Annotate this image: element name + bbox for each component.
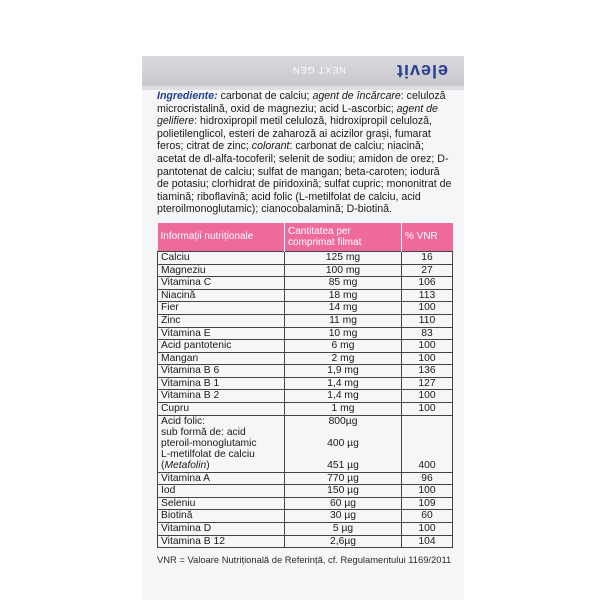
table-row (158, 365, 453, 378)
nutrient-vnr: 100 (402, 352, 453, 365)
folic-line: (Metafolin) (161, 460, 210, 472)
nutrient-amount: 18 mg (285, 289, 402, 302)
nutrient-name: Vitamina B 1 (158, 377, 285, 390)
nutrient-amount: 5 µg (285, 522, 402, 535)
nutrient-amount: 1 mg (285, 403, 402, 416)
package-top-flap (142, 56, 464, 86)
nutrient-name: Vitamina D (158, 522, 285, 535)
nutrient-vnr: 100 (402, 403, 453, 416)
nutrient-vnr: 104 (402, 535, 453, 548)
footnote: VNR = Valoare Nutrițională de Referință, cf. Regulamentului 1169/2011 (157, 554, 452, 566)
table-row (158, 535, 453, 548)
table-row (158, 302, 453, 315)
nutrient-vnr: 96 (402, 472, 453, 485)
header-nutrition: Informații nutriționale (158, 223, 285, 252)
table-row (158, 403, 453, 416)
nutrient-name: Acid pantotenic (158, 340, 285, 353)
table-row (158, 522, 453, 535)
nutrient-amount: 1,4 mg (285, 377, 402, 390)
nutrient-name (158, 415, 285, 472)
table-row (158, 340, 453, 353)
table-row (158, 352, 453, 365)
nutrient-name: Cupru (158, 403, 285, 416)
nutrient-vnr: 110 (402, 314, 453, 327)
nutrient-vnr: 136 (402, 365, 453, 378)
nutrient-name: Fier (158, 302, 285, 315)
table-header-row (158, 223, 453, 252)
metafolin-brand: Metafolin (164, 460, 207, 472)
table-row (158, 251, 453, 264)
ingredients-text (157, 90, 453, 216)
nutrient-amount: 770 µg (285, 472, 402, 485)
nutrient-vnr: 100 (402, 390, 453, 403)
nutrient-name: Magneziu (158, 264, 285, 277)
nutrient-vnr: 100 (402, 485, 453, 498)
ingredient-segment: : celuloză microcristalină, oxid de magneziu; acid L-ascorbic; (157, 90, 446, 115)
nutrient-vnr (402, 415, 453, 472)
nutrient-name: Vitamina C (158, 277, 285, 290)
table-row (158, 510, 453, 523)
ingredient-segment: agent de încărcare (312, 90, 401, 102)
nutrient-vnr: 83 (402, 327, 453, 340)
nutrient-name: Seleniu (158, 497, 285, 510)
nutrient-name: Vitamina E (158, 327, 285, 340)
header-amount: Cantitatea per comprimat filmat (285, 223, 402, 252)
nutrient-vnr: 127 (402, 377, 453, 390)
nutrient-amount: 60 µg (285, 497, 402, 510)
folic-line: pteroil-monoglutamic (161, 438, 257, 450)
nutrient-name: Iod (158, 485, 285, 498)
nutrient-name: Zinc (158, 314, 285, 327)
nutrient-amount: 150 µg (285, 485, 402, 498)
nutrient-name: Biotină (158, 510, 285, 523)
ingredient-segment: Ingrediente: (157, 90, 218, 102)
table-row (158, 264, 453, 277)
label-content (157, 90, 453, 565)
nutrient-amount (285, 415, 402, 472)
ingredient-segment: : hidroxipropil metil celuloză, hidroxipropil celuloză, polietilenglicol, esteri de zaharoză ai acizilor grași, fumarat feros; citrat de zinc; (157, 115, 432, 153)
folic-line (405, 438, 449, 449)
folic-line (288, 449, 398, 460)
nutrient-amount: 11 mg (285, 314, 402, 327)
folic-line: L-metilfolat de calciu (161, 449, 255, 461)
ingredient-segment: : carbonat de calciu; niacină; acetat de dl-alfa-tocoferil; selenit de sodiu; amidon de orez; D-pantotenat de calciu; sulfat de mangan; beta-caroten; iodură de potasiu; clorhidrat de piridoxină; sulfat cupric; mononitrat de tiamină; riboflavină; acid folic (L-metilfolat de calciu, acid pteroilmonoglutamic); cianocobalamină; D-biotină. (157, 140, 452, 216)
nutrient-vnr: 60 (402, 510, 453, 523)
nutrient-amount: 125 mg (285, 251, 402, 264)
folic-line: 400 (418, 460, 436, 472)
brand-name: elevit (395, 61, 448, 81)
folic-line (405, 427, 449, 438)
nutrient-vnr: 16 (402, 251, 453, 264)
nutrient-vnr: 100 (402, 522, 453, 535)
ingredient-segment: colorant (251, 140, 290, 153)
folic-line: Acid folic: (161, 415, 206, 427)
brand-sub: NEXT GEN (292, 65, 346, 75)
header-vnr: % VNR (402, 223, 453, 252)
folic-line (288, 427, 398, 438)
nutrient-name: Mangan (158, 352, 285, 365)
nutrient-name: Vitamina B 12 (158, 535, 285, 548)
nutrient-name: Vitamina B 6 (158, 365, 285, 378)
nutrient-amount: 10 mg (285, 327, 402, 340)
table-row (158, 377, 453, 390)
nutrient-amount: 30 µg (285, 510, 402, 523)
nutrient-amount: 85 mg (285, 277, 402, 290)
nutrition-table (157, 223, 453, 548)
nutrient-vnr: 100 (402, 302, 453, 315)
table-row (158, 314, 453, 327)
nutrient-amount: 100 mg (285, 264, 402, 277)
table-row (158, 277, 453, 290)
nutrient-amount: 1,4 mg (285, 390, 402, 403)
table-row (158, 485, 453, 498)
nutrient-vnr: 109 (402, 497, 453, 510)
ingredient-segment: carbonat de calciu; (217, 90, 313, 102)
nutrient-amount: 6 mg (285, 340, 402, 353)
folic-line (405, 416, 449, 427)
nutrient-amount: 14 mg (285, 302, 402, 315)
nutrient-name: Vitamina A (158, 472, 285, 485)
nutrient-amount: 2,6µg (285, 535, 402, 548)
nutrient-vnr: 106 (402, 277, 453, 290)
ingredient-segment: agent de gelifiere (157, 102, 438, 128)
folic-line (405, 449, 449, 460)
nutrient-vnr: 113 (402, 289, 453, 302)
table-row (158, 289, 453, 302)
folic-line: 800µg (328, 415, 358, 427)
folic-line: 400 µg (327, 438, 359, 450)
nutrient-vnr: 100 (402, 340, 453, 353)
table-row (158, 390, 453, 403)
folic-line: sub formă de: acid (161, 426, 246, 438)
table-row (158, 327, 453, 340)
nutrient-vnr: 27 (402, 264, 453, 277)
table-row (158, 497, 453, 510)
folic-line: 451 µg (327, 460, 359, 472)
nutrient-amount: 2 mg (285, 352, 402, 365)
nutrient-name: Calciu (158, 251, 285, 264)
table-row-folic-acid (158, 415, 453, 472)
table-row (158, 472, 453, 485)
nutrient-name: Niacină (158, 289, 285, 302)
nutrient-amount: 1,9 mg (285, 365, 402, 378)
nutrient-name: Vitamina B 2 (158, 390, 285, 403)
